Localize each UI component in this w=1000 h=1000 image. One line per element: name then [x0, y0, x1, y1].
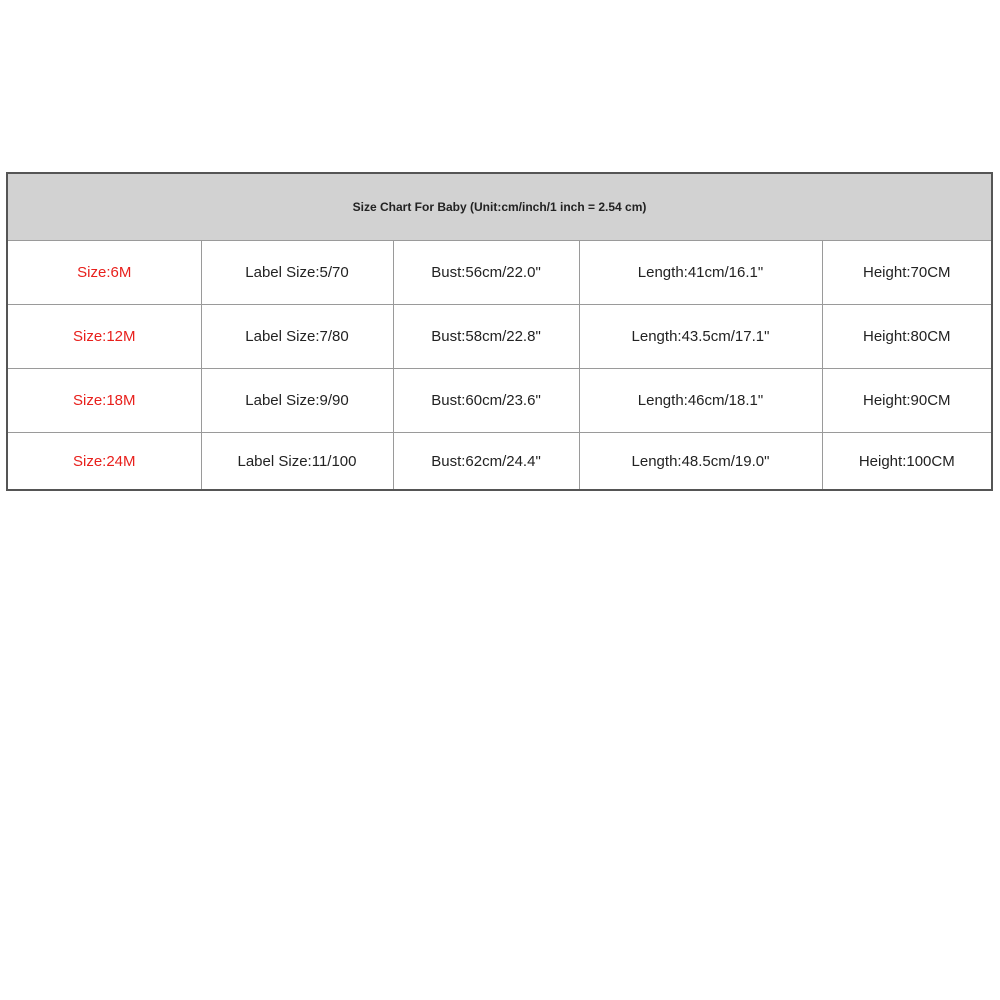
- table-row: [7, 305, 992, 369]
- size-cell: Size:6M: [7, 241, 201, 305]
- label-size-cell: Label Size:7/80: [201, 305, 393, 369]
- size-chart-table: [6, 172, 993, 491]
- label-size-cell: Label Size:11/100: [201, 433, 393, 491]
- height-cell: Height:90CM: [822, 369, 992, 433]
- size-cell: Size:18M: [7, 369, 201, 433]
- size-cell: Size:24M: [7, 433, 201, 491]
- length-cell: Length:48.5cm/19.0": [579, 433, 822, 491]
- bust-cell: Bust:60cm/23.6": [393, 369, 579, 433]
- label-size-cell: Label Size:9/90: [201, 369, 393, 433]
- height-cell: Height:70CM: [822, 241, 992, 305]
- bust-cell: Bust:58cm/22.8": [393, 305, 579, 369]
- label-size-cell: Label Size:5/70: [201, 241, 393, 305]
- length-cell: Length:41cm/16.1": [579, 241, 822, 305]
- table-row: [7, 369, 992, 433]
- height-cell: Height:80CM: [822, 305, 992, 369]
- length-cell: Length:46cm/18.1": [579, 369, 822, 433]
- bust-cell: Bust:56cm/22.0": [393, 241, 579, 305]
- size-cell: Size:12M: [7, 305, 201, 369]
- size-chart-title: Size Chart For Baby (Unit:cm/inch/1 inch = 2.54 cm): [7, 173, 992, 241]
- height-cell: Height:100CM: [858, 452, 955, 470]
- bust-cell: Bust:62cm/24.4": [393, 433, 579, 491]
- table-row: [7, 433, 992, 491]
- table-row: [7, 241, 992, 305]
- title-row: [7, 173, 992, 241]
- length-cell: Length:43.5cm/17.1": [579, 305, 822, 369]
